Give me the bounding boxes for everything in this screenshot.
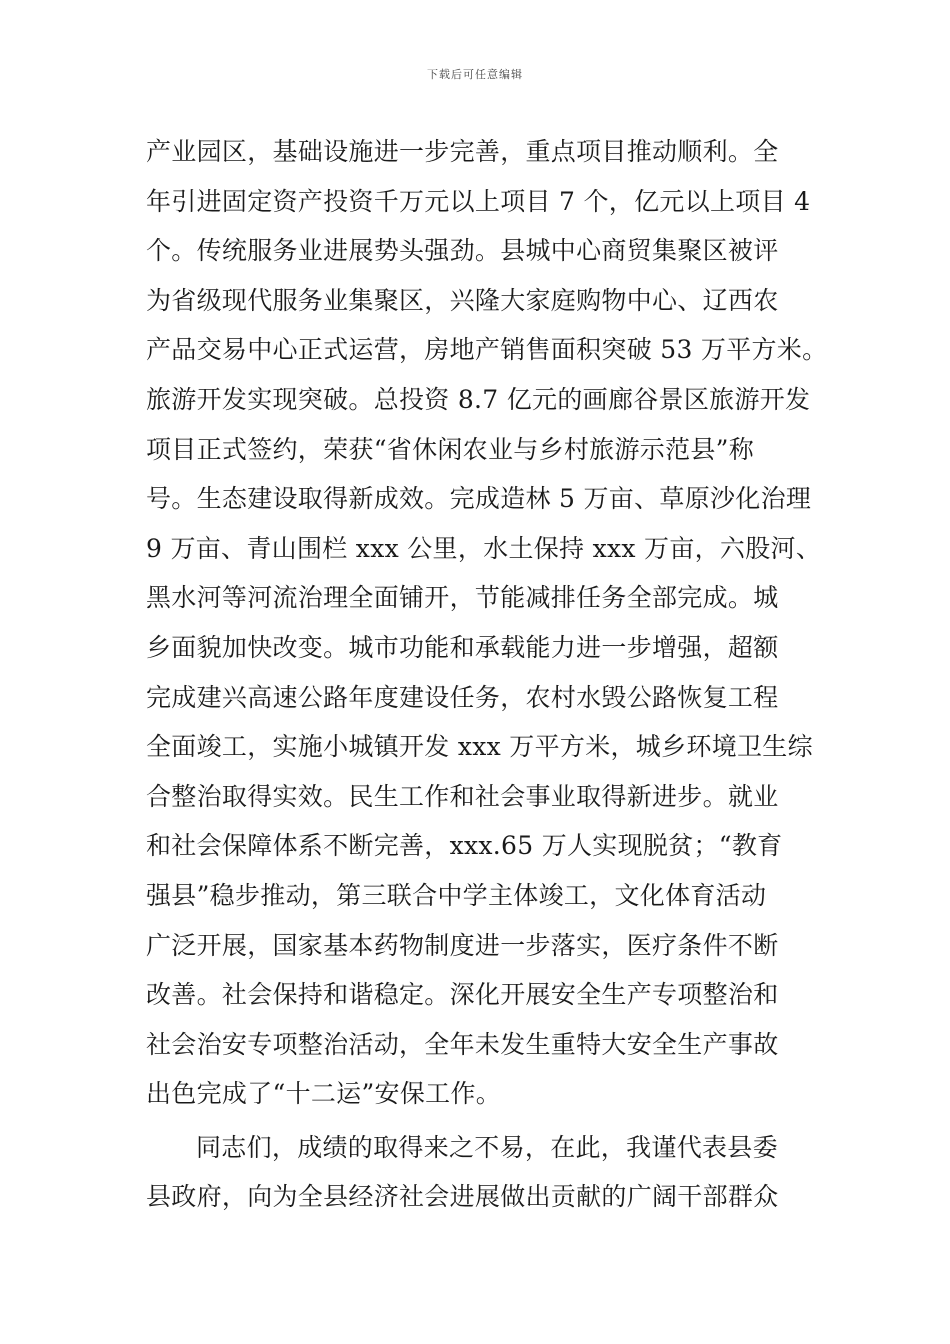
text-line: 全面竣工，实施小城镇开发 xxx 万平方米，城乡环境卫生综 — [146, 732, 813, 762]
paragraph-1 — [146, 127, 828, 1119]
text-line: 合整治取得实效。民生工作和社会事业取得新进步。就业 — [146, 781, 779, 811]
text-line: 同志们，成绩的取得来之不易，在此，我谨代表县委 — [196, 1132, 778, 1162]
paragraph-2 — [146, 1123, 816, 1222]
text-line: 产品交易中心正式运营，房地产销售面积突破 53 万平方米。 — [146, 335, 828, 365]
text-line: 改善。社会保持和谐稳定。深化开展安全生产专项整治和 — [146, 980, 779, 1010]
text-line: 为省级现代服务业集聚区，兴隆大家庭购物中心、辽西农 — [146, 285, 779, 315]
text-line: 广泛开展，国家基本药物制度进一步落实，医疗条件不断 — [146, 930, 779, 960]
text-line: 9 万亩、青山围栏 xxx 公里，水土保持 xxx 万亩，六股河、 — [146, 533, 822, 563]
text-line: 黑水河等河流治理全面铺开，节能减排任务全部完成。城 — [146, 583, 779, 613]
text-line: 乡面貌加快改变。城市功能和承载能力进一步增强，超额 — [146, 632, 779, 662]
text-line: 号。生态建设取得新成效。完成造林 5 万亩、草原沙化治理 — [146, 484, 812, 514]
text-line: 个。传统服务业进展势头强劲。县城中心商贸集聚区被评 — [146, 236, 779, 266]
text-line: 县政府，向为全县经济社会进展做出贡献的广阔干部群众 — [146, 1182, 779, 1212]
text-line: 社会治安专项整治活动，全年未发生重特大安全生产事故 — [146, 1029, 779, 1059]
text-line: 和社会保障体系不断完善，xxx.65 万人实现脱贫；“教育 — [146, 831, 783, 861]
page-header: 下载后可任意编辑 — [427, 68, 523, 81]
text-line: 产业园区，基础设施进一步完善，重点项目推动顺利。全 — [146, 137, 779, 166]
text-line: 项目正式签约，荣获“省休闲农业与乡村旅游示范县”称 — [146, 434, 755, 464]
text-line: 完成建兴高速公路年度建设任务，农村水毁公路恢复工程 — [146, 682, 779, 712]
text-line: 年引进固定资产投资千万元以上项目 7 个，亿元以上项目 4 — [146, 186, 811, 216]
text-line: 出色完成了“十二运”安保工作。 — [146, 1079, 502, 1109]
text-line: 旅游开发实现突破。总投资 8.7 亿元的画廊谷景区旅游开发 — [146, 384, 811, 414]
text-line: 强县”稳步推动，第三联合中学主体竣工，文化体育活动 — [146, 880, 767, 910]
document-body — [146, 127, 828, 1222]
